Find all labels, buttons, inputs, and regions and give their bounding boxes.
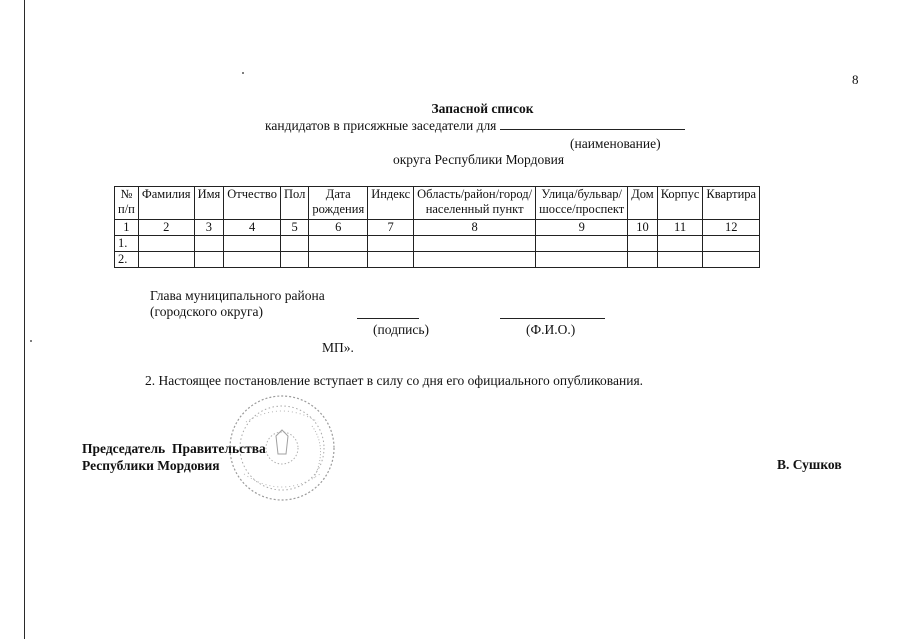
empty-cell bbox=[368, 236, 414, 252]
column-number-cell: 7 bbox=[368, 220, 414, 236]
empty-cell bbox=[414, 236, 536, 252]
column-number-cell: 8 bbox=[414, 220, 536, 236]
head-title-line2: (городского округа) bbox=[150, 304, 264, 319]
empty-cell bbox=[138, 236, 194, 252]
empty-cell bbox=[703, 236, 760, 252]
empty-cell bbox=[309, 236, 368, 252]
clause-text: 2. Настоящее постановление вступает в силу со дня его официального опубликования. bbox=[145, 373, 644, 388]
empty-cell bbox=[224, 252, 281, 268]
empty-cell bbox=[368, 252, 414, 268]
column-number-cell: 2 bbox=[138, 220, 194, 236]
column-header bbox=[628, 187, 657, 220]
scan-speck bbox=[242, 72, 244, 74]
scan-speck bbox=[30, 340, 32, 342]
signature-caption: (подпись) bbox=[373, 322, 430, 337]
column-header-text: Дата bbox=[325, 187, 351, 201]
signer-name: В. Сушков bbox=[777, 457, 842, 472]
empty-cell bbox=[280, 236, 308, 252]
form-title: Запасной список bbox=[431, 101, 534, 116]
stamp-place-label: МП». bbox=[322, 340, 354, 355]
page-number: 8 bbox=[852, 72, 859, 87]
column-header bbox=[657, 187, 703, 220]
column-header-text: Область/район/город/ bbox=[417, 187, 533, 201]
column-header bbox=[309, 187, 368, 220]
column-header bbox=[138, 187, 194, 220]
form-subtitle-text: кандидатов в присяжные заседатели для bbox=[265, 118, 497, 133]
column-header bbox=[414, 187, 536, 220]
column-number-cell: 12 bbox=[703, 220, 760, 236]
table-row bbox=[115, 236, 760, 252]
table-row bbox=[115, 252, 760, 268]
column-header bbox=[280, 187, 308, 220]
column-header bbox=[224, 187, 281, 220]
column-header-text: п/п bbox=[118, 202, 135, 216]
column-number-cell: 6 bbox=[309, 220, 368, 236]
chairman-position-line2: Республики Мордовия bbox=[82, 458, 220, 473]
column-numbers-row bbox=[115, 220, 760, 236]
form-subtitle bbox=[265, 118, 685, 134]
column-header-text: населенный пункт bbox=[425, 202, 524, 216]
scan-edge-line bbox=[24, 0, 25, 639]
column-header bbox=[194, 187, 224, 220]
column-header-text: Отчество bbox=[227, 187, 277, 201]
fio-caption: (Ф.И.О.) bbox=[526, 322, 576, 337]
column-number-cell: 9 bbox=[536, 220, 628, 236]
empty-cell bbox=[628, 236, 657, 252]
empty-cell bbox=[536, 236, 628, 252]
empty-cell bbox=[657, 252, 703, 268]
column-header bbox=[115, 187, 139, 220]
column-number-cell: 4 bbox=[224, 220, 281, 236]
empty-cell bbox=[657, 236, 703, 252]
fio-blank-line bbox=[500, 318, 605, 319]
column-number-cell: 11 bbox=[657, 220, 703, 236]
column-number-cell: 1 bbox=[115, 220, 139, 236]
signature-blank-line bbox=[357, 318, 419, 319]
column-header-text: Имя bbox=[197, 187, 221, 201]
empty-cell bbox=[628, 252, 657, 268]
column-header-text: Квартира bbox=[706, 187, 757, 201]
column-header-text: Пол bbox=[283, 187, 306, 201]
empty-cell bbox=[280, 252, 308, 268]
column-header-text: Фамилия bbox=[141, 187, 191, 201]
column-header-text: Улица/бульвар/ bbox=[541, 187, 622, 201]
district-line: округа Республики Мордовия bbox=[393, 152, 565, 167]
empty-cell bbox=[414, 252, 536, 268]
row-number-cell: 2. bbox=[115, 252, 139, 268]
column-header-text: Индекс bbox=[371, 187, 411, 201]
column-header-text: рождения bbox=[312, 202, 365, 216]
empty-cell bbox=[224, 236, 281, 252]
column-header bbox=[368, 187, 414, 220]
column-number-cell: 3 bbox=[194, 220, 224, 236]
column-number-cell: 10 bbox=[628, 220, 657, 236]
chairman-position-line1: Председатель Правительства bbox=[82, 441, 266, 456]
empty-cell bbox=[138, 252, 194, 268]
column-header-text: Дом bbox=[631, 187, 654, 201]
name-hint: (наименование) bbox=[570, 136, 661, 151]
column-number-cell: 5 bbox=[280, 220, 308, 236]
column-header bbox=[703, 187, 760, 220]
table-header-row bbox=[115, 187, 760, 220]
empty-cell bbox=[703, 252, 760, 268]
column-header-text: № bbox=[120, 187, 133, 201]
candidates-table bbox=[114, 186, 760, 268]
column-header bbox=[536, 187, 628, 220]
empty-cell bbox=[309, 252, 368, 268]
empty-cell bbox=[194, 236, 224, 252]
column-header-text: шоссе/проспект bbox=[539, 202, 625, 216]
empty-cell bbox=[194, 252, 224, 268]
name-blank-line bbox=[500, 118, 685, 130]
row-number-cell: 1. bbox=[115, 236, 139, 252]
column-header-text: Корпус bbox=[660, 187, 700, 201]
head-title-line1: Глава муниципального района bbox=[150, 288, 325, 303]
empty-cell bbox=[536, 252, 628, 268]
